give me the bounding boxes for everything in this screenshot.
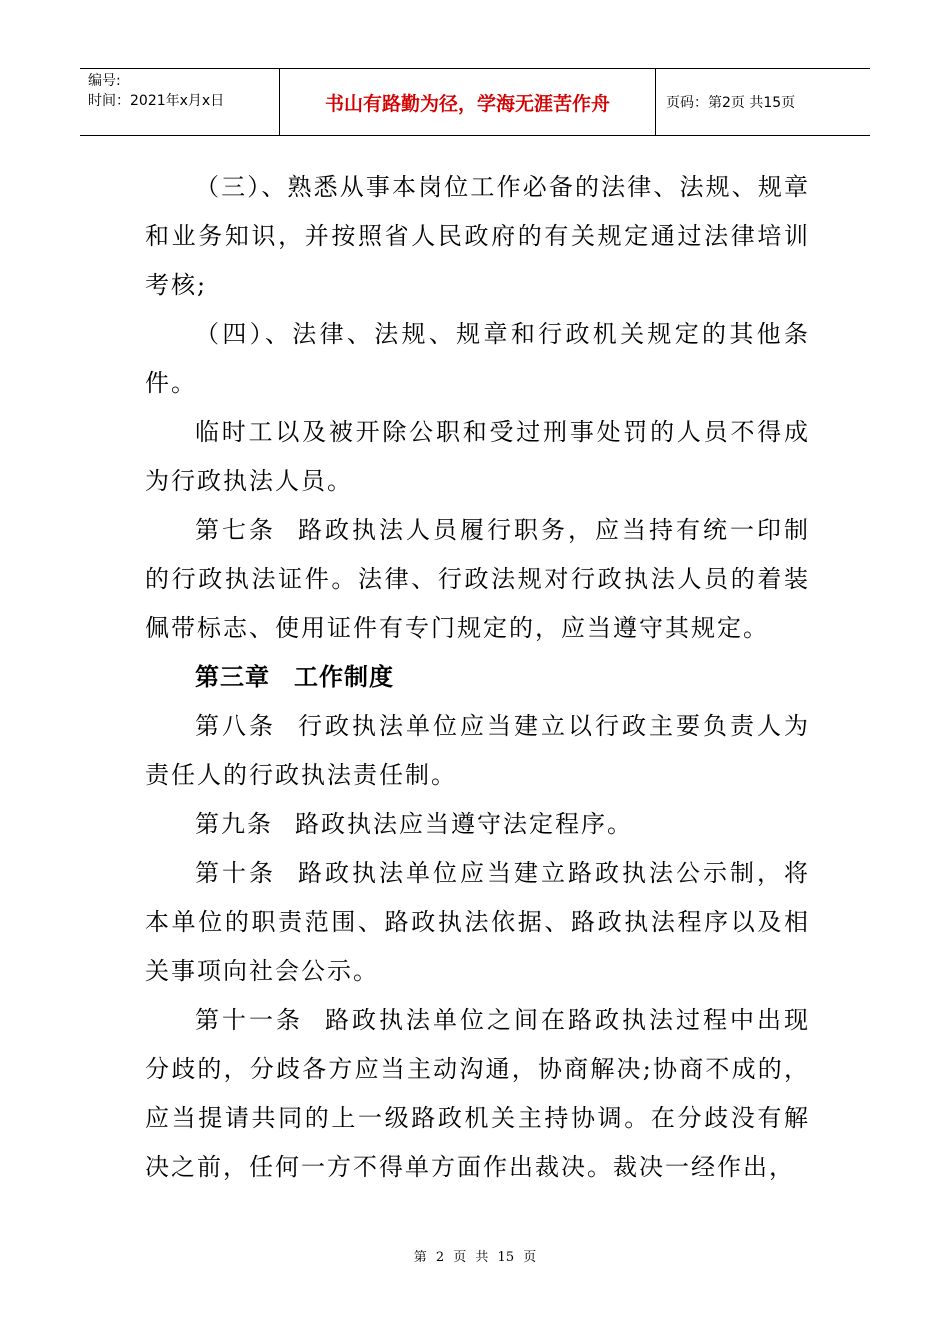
paragraph-item-4: （四）、法律、法规、规章和行政机关规定的其他条件。 bbox=[145, 320, 810, 397]
article-number: 第七条 bbox=[195, 516, 276, 544]
article-text: 路政执法单位应当建立路政执法公示制，将本单位的职责范围、路政执法依据、路政执法程序以及相关事项向社会公示。 bbox=[145, 859, 810, 985]
page-footer: 第 2 页 共 15 页 bbox=[413, 1250, 537, 1265]
article-text: 路政执法单位之间在路政执法过程中出现分歧的，分歧各方应当主动沟通，协商解决;协商不成的，应当提请共同的上一级路政机关主持协调。在分歧没有解决之前，任何一方不得单方面作出裁决。裁决一经作出， bbox=[145, 1006, 810, 1181]
page-header bbox=[80, 68, 870, 136]
paragraph-item-3: （三）、熟悉从事本岗位工作必备的法律、法规、规章和业务知识，并按照省人民政府的有关规定通过法律培训考核; bbox=[145, 173, 810, 299]
chapter-title: 工作制度 bbox=[294, 663, 394, 691]
article-7 bbox=[145, 506, 810, 653]
chapter-heading bbox=[145, 653, 810, 702]
article-number: 第十一条 bbox=[195, 1006, 303, 1034]
article-11 bbox=[145, 996, 810, 1192]
chapter-number: 第三章 bbox=[195, 663, 270, 691]
article-text: 路政执法人员履行职务，应当持有统一印制的行政执法证件。法律、行政法规对行政执法人员的着装佩带标志、使用证件有专门规定的，应当遵守其规定。 bbox=[145, 516, 810, 642]
header-motto: 书山有路勤为径，学海无涯苦作舟 bbox=[280, 69, 656, 135]
paragraph-temp-workers: 临时工以及被开除公职和受过刑事处罚的人员不得成为行政执法人员。 bbox=[145, 418, 810, 495]
article-number: 第九条 bbox=[195, 810, 273, 838]
header-meta bbox=[80, 69, 280, 135]
article-number: 第八条 bbox=[195, 712, 276, 740]
article-10 bbox=[145, 849, 810, 996]
document-body bbox=[145, 163, 810, 1192]
article-8 bbox=[145, 702, 810, 800]
article-text: 路政执法应当遵守法定程序。 bbox=[295, 810, 633, 838]
header-page-label: 页码：第2页 共15页 bbox=[666, 95, 796, 111]
time-label: 时间：2021年x月x日 bbox=[88, 93, 225, 109]
article-number: 第十条 bbox=[195, 859, 276, 887]
number-label: 编号: bbox=[88, 73, 121, 89]
article-9 bbox=[145, 800, 810, 849]
article-text: 行政执法单位应当建立以行政主要负责人为责任人的行政执法责任制。 bbox=[145, 712, 810, 789]
